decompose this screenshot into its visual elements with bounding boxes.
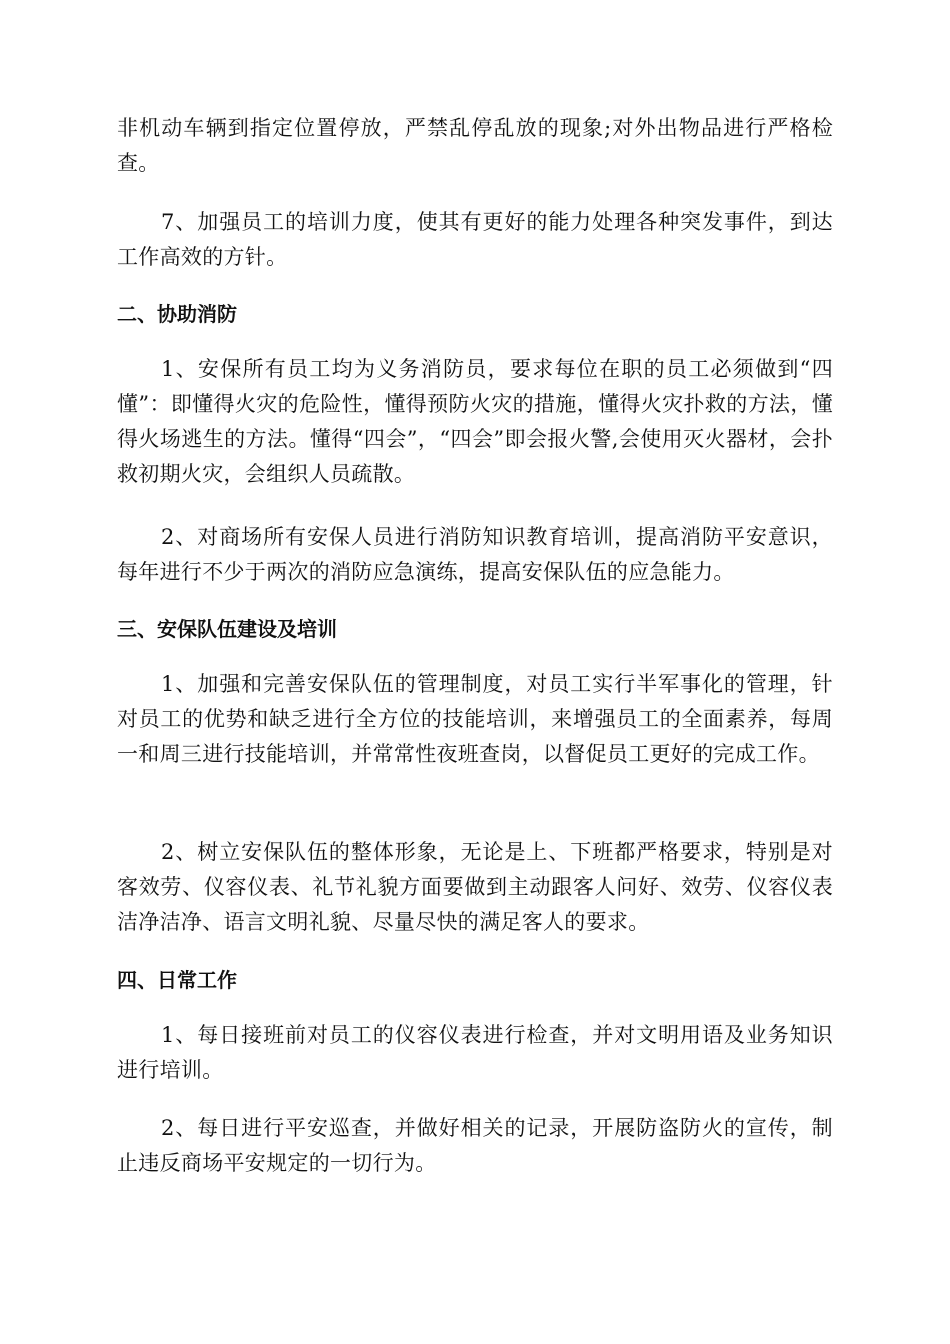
paragraph-fire-training: 2、对商场所有安保人员进行消防知识教育培训，提高消防平安意识，每年进行不少于两次的消防应急演练，提高安保队伍的应急能力。 bbox=[117, 525, 833, 584]
section-heading-daily-work: 四、日常工作 bbox=[117, 968, 237, 992]
section-heading-security-team: 三、安保队伍建设及培训 bbox=[117, 617, 337, 641]
paragraph-team-management: 1、加强和完善安保队伍的管理制度，对员工实行半军事化的管理，针对员工的优势和缺乏进行全方位的技能培训，来增强员工的全面素养，每周一和周三进行技能培训，并常常性夜班查岗，以督促员工更好的完成工作。 bbox=[117, 672, 833, 766]
paragraph-volunteer-firefighters: 1、安保所有员工均为义务消防员，要求每位在职的员工必须做到“四懂”：即懂得火灾的危险性，懂得预防火灾的措施，懂得火灾扑救的方法，懂得火场逃生的方法。懂得“四会”，“四会”即会报火警,会使用灭火器材，会扑救初期火灾，会组织人员疏散。 bbox=[117, 357, 833, 486]
paragraph-vehicle-parking: 非机动车辆到指定位置停放，严禁乱停乱放的现象;对外出物品进行严格检查。 bbox=[117, 116, 833, 175]
section-heading-fire-assistance: 二、协助消防 bbox=[117, 302, 237, 326]
paragraph-staff-training: 7、加强员工的培训力度，使其有更好的能力处理各种突发事件，到达工作高效的方针。 bbox=[117, 210, 833, 269]
paragraph-daily-patrol: 2、每日进行平安巡查，并做好相关的记录，开展防盗防火的宣传，制止违反商场平安规定的一切行为。 bbox=[117, 1116, 833, 1175]
paragraph-team-image: 2、树立安保队伍的整体形象，无论是上、下班都严格要求，特别是对客效劳、仪容仪表、礼节礼貌方面要做到主动跟客人问好、效劳、仪容仪表洁净洁净、语言文明礼貌、尽量尽快的满足客人的要求。 bbox=[117, 840, 833, 934]
paragraph-daily-inspection: 1、每日接班前对员工的仪容仪表进行检查，并对文明用语及业务知识进行培训。 bbox=[117, 1023, 833, 1082]
